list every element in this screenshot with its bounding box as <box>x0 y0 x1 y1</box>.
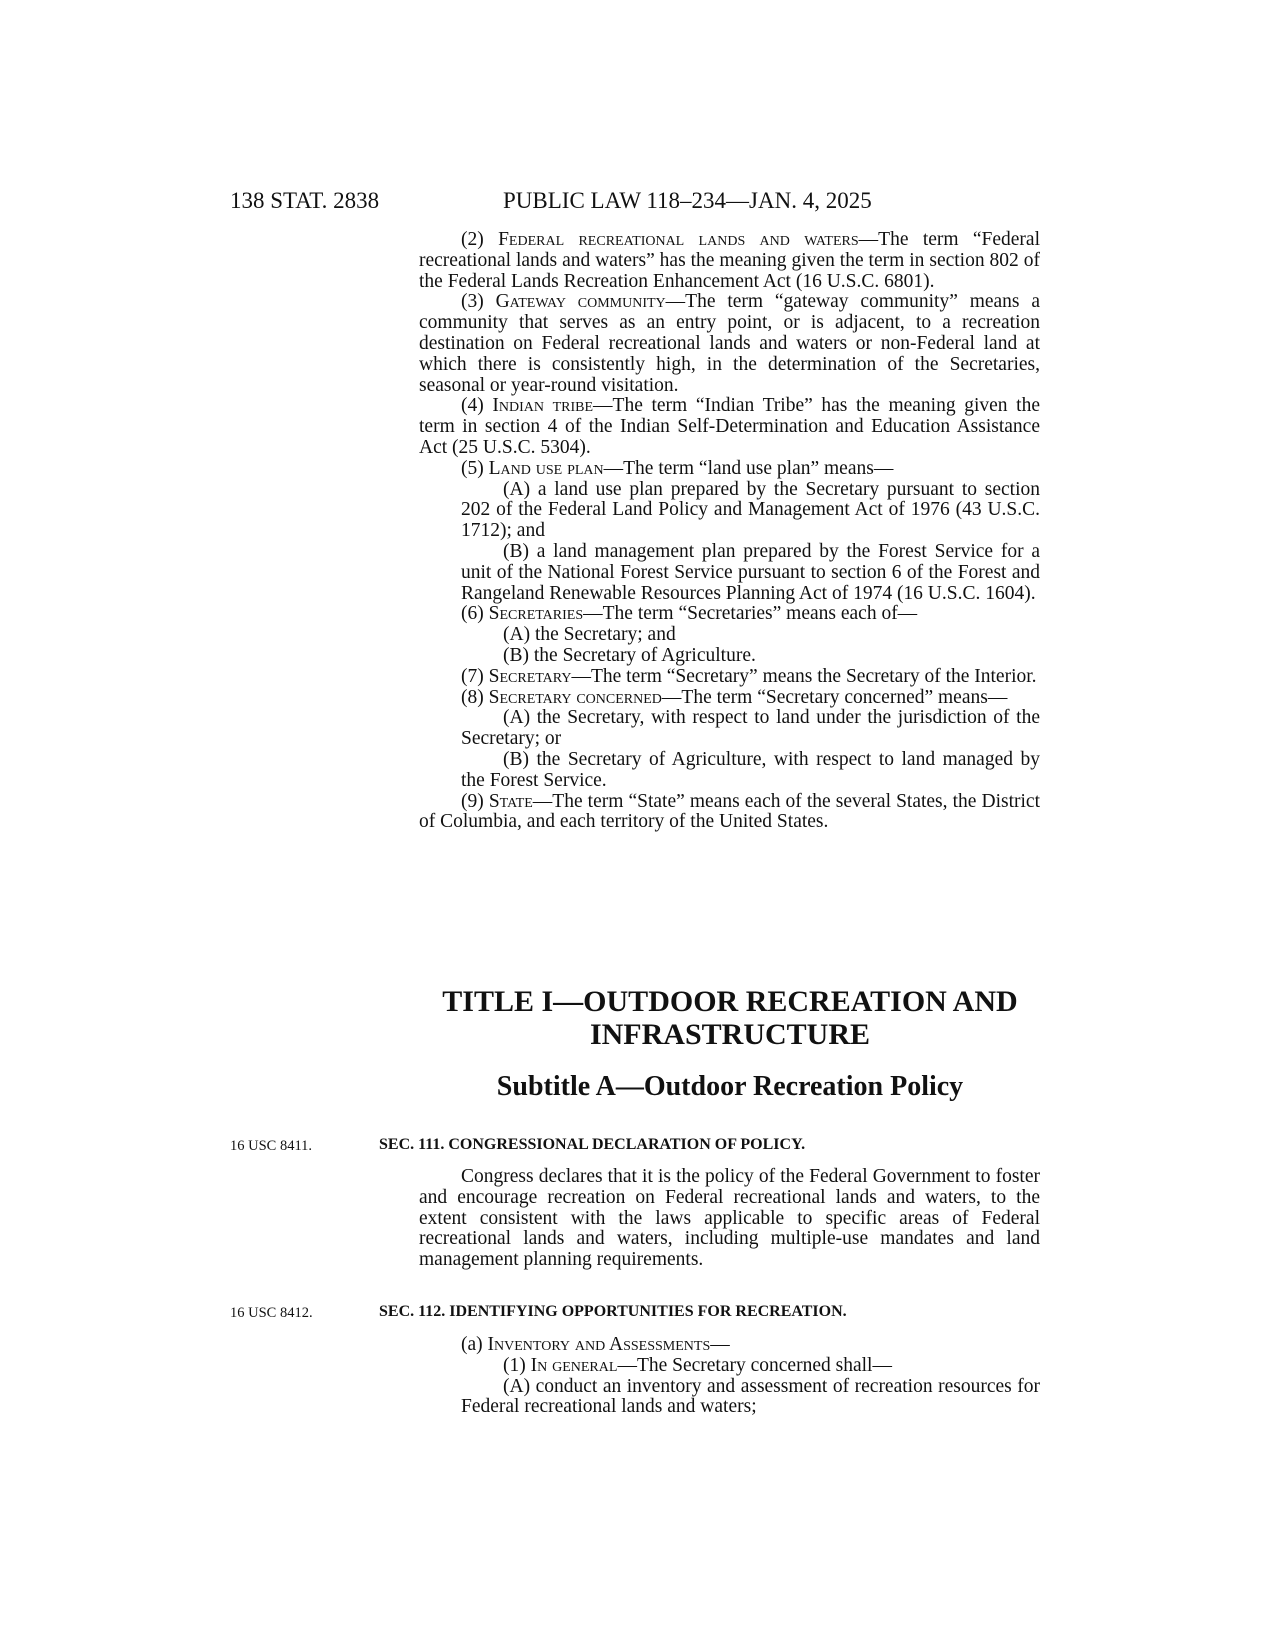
sec112-paragraph-1: (1) In general—The Secretary concerned shall— <box>503 1354 892 1376</box>
definition-6: (6) Secretaries—The term “Secretaries” means each of— <box>461 603 918 625</box>
definition-8-a: (A) the Secretary, with respect to land under the jurisdiction of the Secretary; or <box>461 707 1040 750</box>
definition-3: (3) Gateway community—The term “gateway community” means a community that serves as an entry point, or is adjacent, to a recreation destination on Federal recreational lands and waters or non-Federal land at which there is consistently high, in the determination of the Secretaries, seasonal or year-round visitation. <box>419 291 1041 396</box>
definition-6-a: (A) the Secretary; and <box>503 624 676 646</box>
definition-9: (9) State—The term “State” means each of the several States, the District of Columbia, and each territory of the United States. <box>419 790 1040 833</box>
sec111-heading: SEC. 111. CONGRESSIONAL DECLARATION OF POLICY. <box>379 1136 806 1153</box>
definition-4: (4) Indian tribe—The term “Indian Tribe” has the meaning given the term in section 4 of the Indian Self-Determination and Education Assistance Act (25 U.S.C. 5304). <box>419 395 1040 458</box>
subtitle-heading: Subtitle A—Outdoor Recreation Policy <box>496 1071 964 1102</box>
definition-7: (7) Secretary—The term “Secretary” means the Secretary of the Interior. <box>461 665 1037 687</box>
definition-2: (2) Federal recreational lands and waters—The term “Federal recreational lands and waters” has the meaning given the term in section 802 of the Federal Lands Recreation Enhancement Act (16 U.S.C. 6801). <box>419 229 1041 292</box>
sec112-margin-note: 16 USC 8412. <box>230 1305 313 1321</box>
header-stat-page: 138 STAT. 2838 <box>230 188 380 213</box>
title-heading <box>380 985 1080 1051</box>
definition-5-a: (A) a land use plan prepared by the Secretary pursuant to section 202 of the Federal Land Policy and Management Act of 1976 (43 U.S.C. 1712); and <box>461 478 1040 542</box>
sec111-body <box>419 1167 1040 1271</box>
sec111-paragraph: Congress declares that it is the policy of the Federal Government to foster and encourage recreation on Federal recreational lands and waters, to the extent consistent with the laws applicable to specific areas of Federal recreational lands and waters, including multiple-use mandates and land management planning requirements. <box>419 1166 1040 1271</box>
definition-8: (8) Secretary concerned—The term “Secretary concerned” means— <box>461 686 1008 708</box>
title-line-2: INFRASTRUCTURE <box>589 1018 871 1051</box>
sec112-body <box>419 1335 1040 1418</box>
sec112-subparagraph-A: (A) conduct an inventory and assessment of recreation resources for Federal recreational lands and waters; <box>461 1375 1040 1418</box>
definitions-block <box>419 230 1040 833</box>
sec112-subsection-a: (a) Inventory and Assessments— <box>461 1334 730 1355</box>
definition-8-b: (B) the Secretary of Agriculture, with respect to land managed by the Forest Service. <box>461 748 1040 791</box>
sec112-heading: SEC. 112. IDENTIFYING OPPORTUNITIES FOR RECREATION. <box>379 1303 847 1320</box>
header-law-title: PUBLIC LAW 118–234—JAN. 4, 2025 <box>503 188 872 213</box>
definition-5: (5) Land use plan—The term “land use plan” means— <box>461 457 894 479</box>
definition-5-b: (B) a land management plan prepared by the Forest Service for a unit of the National Forest Service pursuant to section 6 of the Forest and Rangeland Renewable Resources Planning Act of 1974 (16 U.S.C. 1604). <box>461 540 1040 604</box>
sec111-margin-note: 16 USC 8411. <box>230 1138 313 1154</box>
definition-6-b: (B) the Secretary of Agriculture. <box>503 644 756 666</box>
title-line-1: TITLE I—OUTDOOR RECREATION AND <box>442 985 1018 1018</box>
